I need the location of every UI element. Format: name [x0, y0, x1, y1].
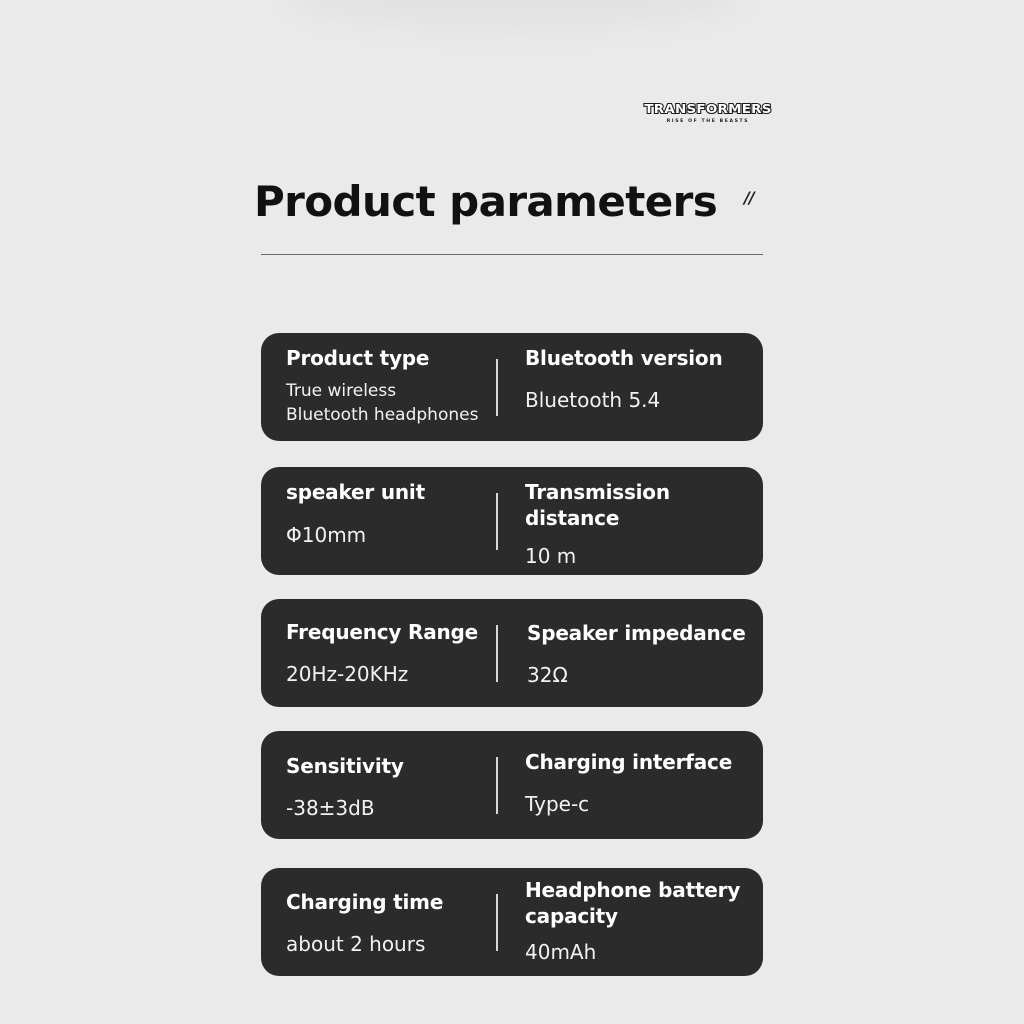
param-card-frequency-range — [261, 599, 763, 707]
param-frequency-range — [286, 619, 494, 687]
param-value-line-1: True wireless — [286, 381, 397, 401]
param-label: Charging interface — [525, 750, 733, 774]
page-title: Product parameters — [254, 177, 718, 226]
param-speaker-impedance — [527, 620, 763, 688]
param-charging-interface — [525, 749, 761, 817]
param-charging-time — [286, 889, 494, 957]
title-slash-mark: // — [744, 188, 754, 207]
param-value: 10 m — [525, 544, 577, 568]
param-card-product-type — [261, 333, 763, 441]
param-label: Bluetooth version — [525, 346, 723, 370]
card-divider — [496, 493, 498, 550]
logo-subtitle: RISE OF THE BEASTS — [666, 119, 750, 124]
card-divider — [496, 894, 498, 951]
param-label: Frequency Range — [286, 620, 479, 644]
param-value: 32Ω — [527, 663, 568, 687]
card-divider — [496, 359, 498, 416]
param-card-sensitivity — [261, 731, 763, 839]
card-divider — [496, 625, 498, 682]
param-label: Product type — [286, 346, 430, 370]
param-card-speaker-unit — [261, 467, 763, 575]
transformers-logo — [642, 101, 774, 129]
param-value: 20Hz-20KHz — [286, 662, 409, 686]
param-value: 40mAh — [525, 940, 597, 964]
param-card-charging-time — [261, 868, 763, 976]
param-value: about 2 hours — [286, 932, 426, 956]
param-value: Type-c — [525, 792, 590, 816]
param-label: Sensitivity — [286, 754, 404, 778]
top-shadow — [290, 0, 740, 30]
param-value: Bluetooth 5.4 — [525, 388, 661, 412]
param-speaker-unit — [286, 479, 494, 548]
card-divider — [496, 757, 498, 814]
logo-wordmark: TRANSFORMERS — [644, 101, 772, 117]
param-value: -38±3dB — [286, 796, 375, 820]
param-product-type — [286, 345, 494, 427]
title-divider-line — [261, 254, 763, 255]
param-value: Φ10mm — [286, 523, 367, 547]
param-bluetooth-version — [525, 345, 761, 413]
param-label: Speaker impedance — [527, 621, 746, 645]
param-sensitivity — [286, 753, 494, 821]
param-label: Charging time — [286, 890, 444, 914]
param-headphone-battery-capacity — [525, 877, 755, 965]
param-label: Headphone battery capacity — [525, 878, 741, 928]
param-transmission-distance — [525, 479, 695, 569]
param-label: Transmission distance — [525, 480, 670, 530]
param-value-line-2: Bluetooth headphones — [286, 405, 479, 425]
param-label: speaker unit — [286, 480, 425, 504]
